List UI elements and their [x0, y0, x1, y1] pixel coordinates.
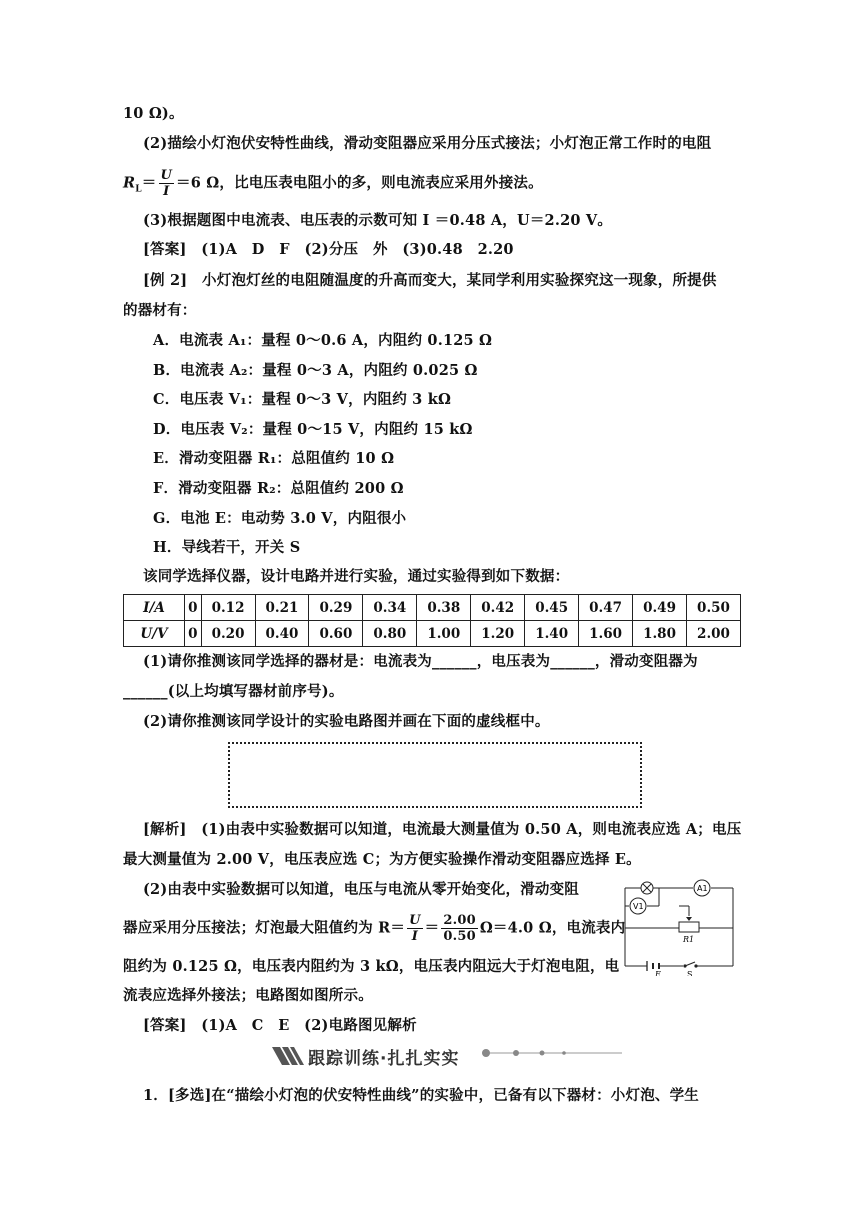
table-cell: 1.80 — [633, 621, 687, 647]
analysis-2-line: (2)描绘小灯泡伏安特性曲线，滑动变阻器应采用分压式接法；小灯泡正常工作时的电阻 — [143, 135, 712, 152]
fraction-2-over-0.5 — [441, 913, 477, 944]
banner-title: 跟踪训练·扎扎实实 — [308, 1049, 460, 1069]
line-10-ohm: 10 Ω)。 — [123, 105, 184, 122]
table-cell: 1.20 — [471, 621, 525, 647]
table-cell: 1.40 — [525, 621, 579, 647]
table-cell: 1.60 — [579, 621, 633, 647]
table-cell: 0.50 — [687, 595, 741, 621]
solution-1-line: [解析] (1)由表中实验数据可以知道，电流最大测量值为 0.50 A，则电流表应选 A；电压 — [143, 821, 742, 838]
resistance-formula-line — [123, 168, 543, 199]
equipment-item-e: E．滑动变阻器 R₁：总阻值约 10 Ω — [153, 450, 395, 467]
table-cell: 0.40 — [255, 621, 309, 647]
frac-den: 0.50 — [443, 929, 476, 944]
question-2-line: (2)请你推测该同学设计的实验电路图并画在下面的虚线框中。 — [143, 713, 550, 730]
equipment-item-f: F．滑动变阻器 R₂：总阻值约 200 Ω — [153, 480, 404, 497]
table-row-current — [124, 595, 741, 621]
table-cell: 0.21 — [255, 595, 309, 621]
slider-arrow-icon — [686, 917, 692, 921]
frac-num: 2.00 — [443, 913, 476, 928]
question-1-line: (1)请你推测该同学选择的器材是：电流表为______，电压表为______，滑动变阻器为 — [143, 653, 698, 670]
question-1-cont: ______(以上均填写器材前序号)。 — [123, 683, 344, 700]
table-cell: 0 — [185, 621, 202, 647]
table-row-voltage — [124, 621, 741, 647]
table-cell: 0.49 — [633, 595, 687, 621]
answer-1-line: [答案] (1)A D F (2)分压 外 (3)0.48 2.20 — [143, 241, 514, 258]
row-label-current: I/A — [124, 595, 185, 621]
solution-2-line: (2)由表中实验数据可以知道，电压与电流从零开始变化，滑动变阻 — [143, 881, 580, 898]
solution-2-formula-line — [123, 913, 625, 944]
frac-num: U — [409, 913, 421, 928]
frac-den: I — [163, 184, 170, 199]
switch-contact-icon — [694, 964, 697, 967]
table-cell: 0.34 — [363, 595, 417, 621]
table-cell: 0.60 — [309, 621, 363, 647]
table-cell: 2.00 — [687, 621, 741, 647]
var-R: R — [123, 174, 136, 192]
table-cell: 0.12 — [201, 595, 255, 621]
circuit-drawing-box — [228, 742, 642, 808]
frac-den: I — [411, 929, 419, 944]
frac-num: U — [160, 168, 173, 183]
data-table — [123, 594, 741, 647]
ammeter-label: A1 — [697, 884, 708, 893]
rheostat-label: R1 — [683, 935, 695, 944]
eq-sign: ＝ — [424, 919, 440, 937]
equipment-item-a: A．电流表 A₁：量程 0～0.6 A，内阻约 0.125 Ω — [153, 332, 493, 349]
equipment-item-d: D．电压表 V₂：量程 0～15 V，内阻约 15 kΩ — [153, 421, 473, 438]
equipment-item-h: H．导线若干，开关 S — [153, 539, 301, 556]
switch-label: S — [687, 970, 693, 976]
solution-2-cont-2: 流表应选择外接法；电路图如图所示。 — [123, 987, 373, 1004]
table-cell: 0.47 — [579, 595, 633, 621]
table-cell: 0.38 — [417, 595, 471, 621]
table-cell: 1.00 — [417, 621, 471, 647]
table-cell: 0.42 — [471, 595, 525, 621]
switch-contact-icon — [683, 964, 686, 967]
table-cell: 0.20 — [201, 621, 255, 647]
formula-tail: Ω＝4.0 Ω，电流表内 — [479, 919, 626, 937]
table-cell: 0.80 — [363, 621, 417, 647]
table-cell: 0.29 — [309, 595, 363, 621]
voltmeter-label: V1 — [633, 902, 644, 911]
analysis-3-line: (3)根据题图中电流表、电压表的示数可知 I ＝0.48 A，U＝2.20 V。 — [143, 212, 613, 229]
data-intro: 该同学选择仪器，设计电路并进行实验，通过实验得到如下数据： — [143, 568, 570, 585]
section-banner — [272, 1043, 622, 1069]
table-cell: 0.45 — [525, 595, 579, 621]
example-2-line: [例 2] 小灯泡灯丝的电阻随温度的升高而变大，某同学利用实验探究这一现象，所提供 — [143, 272, 717, 289]
fraction-U-over-I — [159, 168, 175, 199]
eq-sign: ＝ — [141, 174, 157, 192]
solution-2-cont-1: 阻约为 0.125 Ω，电压表内阻约为 3 kΩ，电压表内阻远大于灯泡电阻，电 — [123, 958, 620, 975]
equipment-item-c: C．电压表 V₁：量程 0～3 V，内阻约 3 kΩ — [153, 391, 452, 408]
solution-1-cont: 最大测量值为 2.00 V，电压表应选 C；为方便实验操作滑动变阻器应选择 E。 — [123, 851, 641, 868]
row-label-voltage: U/V — [124, 621, 185, 647]
exercise-1-line: 1．[多选]在“描绘小灯泡的伏安特性曲线”的实验中，已备有以下器材：小灯泡、学生 — [143, 1087, 699, 1104]
answer-2-line: [答案] (1)A C E (2)电路图见解析 — [143, 1017, 417, 1034]
sub-L: L — [135, 184, 142, 195]
circuit-diagram — [617, 876, 741, 976]
equipment-item-b: B．电流表 A₂：量程 0～3 A，内阻约 0.025 Ω — [153, 362, 478, 379]
equipment-intro: 的器材有： — [123, 302, 197, 319]
table-cell: 0 — [185, 595, 202, 621]
fraction-U-over-I — [407, 913, 423, 944]
battery-label: E — [655, 970, 661, 976]
formula-prefix: 器应采用分压接法；灯泡最大阻值约为 R＝ — [123, 919, 406, 937]
equipment-item-g: G．电池 E：电动势 3.0 V，内阻很小 — [153, 510, 407, 527]
formula-tail: ＝6 Ω，比电压表电阻小的多，则电流表应采用外接法。 — [176, 174, 543, 192]
